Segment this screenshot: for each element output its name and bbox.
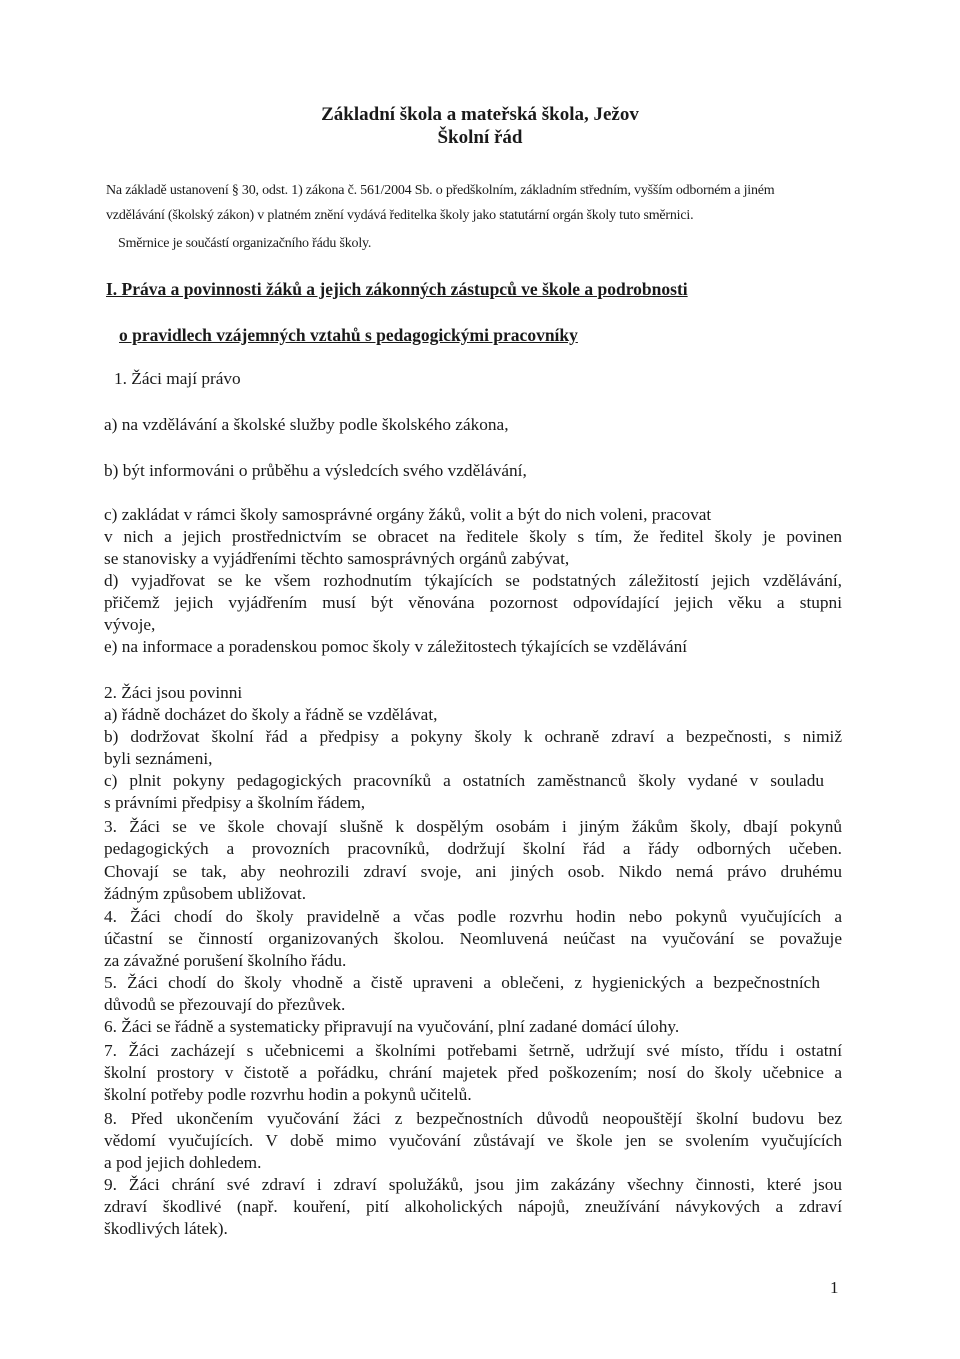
body-line: zdraví škodlivé (např. kouření, pití alkoholických nápojů, zneužívání návykových a zdraví bbox=[104, 1197, 842, 1216]
body-line: žádným způsobem ubližovat. bbox=[104, 884, 307, 903]
intro-text: Na základě ustanovení § 30, odst. 1) zákona č. 561/2004 Sb. o předškolním, základním středním, vyšším odborném a jiném bbox=[106, 183, 775, 198]
body-line: 9. Žáci chrání své zdraví i zdraví spolužáků, jsou jim zakázány všechny činnosti, které jsou bbox=[104, 1175, 842, 1194]
body-line: byli seznámeni, bbox=[104, 749, 213, 768]
body-line: b) být informováni o průběhu a výsledcích svého vzdělávání, bbox=[104, 461, 527, 480]
body-line: škodlivých látek). bbox=[104, 1219, 228, 1238]
body-line: účastní se činností organizovaných školou. Neomluvená neúčast na vyučování se považuje bbox=[104, 929, 842, 948]
document-title: Základní škola a mateřská škola, Ježov bbox=[321, 104, 639, 125]
body-line: e) na informace a poradenskou pomoc školy v záležitostech týkajících se vzdělávání bbox=[104, 637, 688, 656]
body-line: důvodů se přezouvají do přezůvek. bbox=[104, 995, 346, 1014]
body-line: 8. Před ukončením vyučování žáci z bezpečnostních důvodů neopouštějí školní budovu bez bbox=[104, 1109, 842, 1128]
body-line: d) vyjadřovat se ke všem rozhodnutím týkajících se podstatných záležitostí jejich vzdělávání, bbox=[104, 571, 842, 590]
section-heading: I. Práva a povinnosti žáků a jejich zákonných zástupců ve škole a podrobnosti bbox=[106, 279, 688, 299]
body-line: v nich a jejich prostřednictvím se obracet na ředitele školy s tím, že ředitel školy je povinen bbox=[104, 527, 842, 546]
page-number: 1 bbox=[830, 1278, 839, 1297]
body-line: vědomí vyučujících. V době mimo vyučování zůstávají ve škole jen se svolením vyučujících bbox=[104, 1131, 842, 1150]
body-line: 7. Žáci zacházejí s učebnicemi a školními potřebami šetrně, udržují své místo, třídu i ostatní bbox=[104, 1041, 842, 1060]
body-line: 5. Žáci chodí do školy vhodně a čistě upraveni a oblečeni, z hygienických a bezpečnostních bbox=[104, 973, 820, 992]
body-line: a pod jejich dohledem. bbox=[104, 1153, 262, 1172]
body-line: školní potřeby podle rozvrhu hodin a pokynů učitelů. bbox=[104, 1085, 472, 1104]
body-line: školní prostory v čistotě a pořádku, chrání majetek před poškozením; nosí do školy učebnice a bbox=[104, 1063, 842, 1082]
body-line: s právními předpisy a školním řádem, bbox=[104, 793, 366, 812]
body-line: se stanovisky a vyjádřeními těchto samosprávných orgánů zabývat, bbox=[104, 549, 570, 568]
body-line: a) na vzdělávání a školské služby podle školského zákona, bbox=[104, 415, 509, 434]
body-line: za závažné porušení školního řádu. bbox=[104, 951, 347, 970]
body-line: 1. Žáci mají právo bbox=[114, 369, 241, 388]
body-line: 2. Žáci jsou povinni bbox=[104, 683, 243, 702]
body-line: c) plnit pokyny pedagogických pracovníků a ostatních zaměstnanců školy vydané v souladu bbox=[104, 771, 824, 790]
section-heading: o pravidlech vzájemných vztahů s pedagogickými pracovníky bbox=[119, 325, 578, 345]
intro-text: vzdělávání (školský zákon) v platném znění vydává ředitelka školy jako statutární orgán školy tuto směrnici. bbox=[106, 208, 694, 223]
body-line: 6. Žáci se řádně a systematicky připravují na vyučování, plní zadané domácí úlohy. bbox=[104, 1017, 680, 1036]
body-line: 4. Žáci chodí do školy pravidelně a včas podle rozvrhu hodin nebo pokynů vyučujících a bbox=[104, 907, 842, 926]
body-line: vývoje, bbox=[104, 615, 156, 634]
document-subtitle: Školní řád bbox=[437, 127, 523, 148]
body-line: pedagogických a provozních pracovníků, dodržují školní řád a řády odborných učeben. bbox=[104, 839, 842, 858]
body-line: přičemž jejich vyjádřením musí být věnována pozornost odpovídající jejich věku a stupni bbox=[104, 593, 842, 612]
body-line: 3. Žáci se ve škole chovají slušně k dospělým osobám i jiným žákům školy, dbají pokynů bbox=[104, 817, 842, 836]
body-line: a) řádně docházet do školy a řádně se vzdělávat, bbox=[104, 705, 438, 724]
body-line: Chovají se tak, aby neohrozili zdraví svoje, ani jiných osob. Nikdo nemá právo druhému bbox=[104, 862, 842, 881]
intro-text: Směrnice je součástí organizačního řádu školy. bbox=[118, 236, 372, 251]
body-line: c) zakládat v rámci školy samosprávné orgány žáků, volit a být do nich voleni, pracovat bbox=[104, 505, 712, 524]
body-line: b) dodržovat školní řád a předpisy a pokyny školy k ochraně zdraví a bezpečnosti, s nimiž bbox=[104, 727, 842, 746]
